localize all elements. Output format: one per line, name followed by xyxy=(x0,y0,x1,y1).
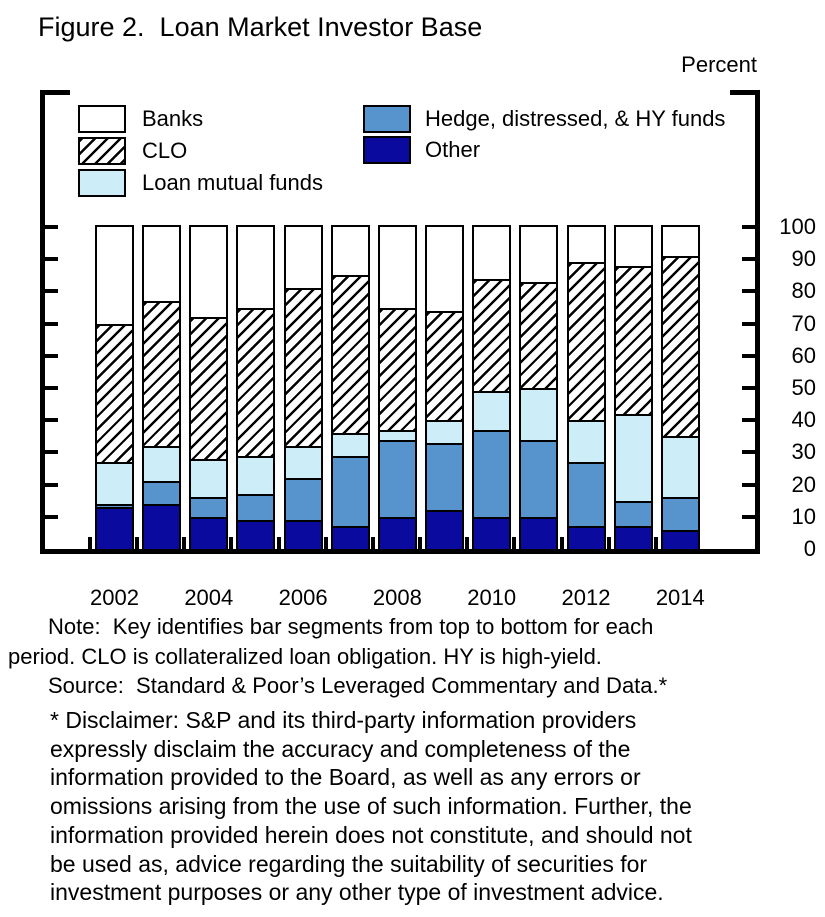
bar-segment-banks-2004 xyxy=(191,227,226,317)
y-axis-label-60: 60 xyxy=(791,342,816,368)
legend-swatch-banks xyxy=(78,105,126,133)
bar-2011 xyxy=(519,225,558,551)
y-tick-right-80 xyxy=(742,289,755,293)
bar-segment-lmf-2007 xyxy=(333,433,368,456)
bar-segment-hedge-2007 xyxy=(333,456,368,527)
bar-2005 xyxy=(236,225,275,551)
bar-2013 xyxy=(614,225,653,551)
y-tick-left-10 xyxy=(45,515,58,519)
disclaimer-line: expressly disclaim the accuracy and completeness of the xyxy=(50,735,631,762)
y-tick-right-90 xyxy=(742,257,755,261)
bar-segment-clo-2007 xyxy=(333,275,368,433)
disclaimer-line: * Disclaimer: S&P and its third-party information providers xyxy=(50,707,637,733)
y-axis-label-50: 50 xyxy=(791,375,816,400)
legend-label-hedge-funds: Hedge, distressed, & HY funds xyxy=(425,106,726,131)
legend-swatch-hedge-funds xyxy=(363,105,411,133)
x-tick-2009 xyxy=(418,537,422,549)
top-right-bracket xyxy=(730,90,760,95)
x-axis-label-2010: 2010 xyxy=(467,585,517,610)
bar-segment-hedge-2009 xyxy=(427,443,462,511)
legend-swatch-loan-mutual-funds xyxy=(78,169,126,197)
y-tick-right-40 xyxy=(742,418,755,422)
legend-label-banks: Banks xyxy=(142,106,204,131)
y-axis-label-100: 100 xyxy=(779,214,816,239)
disclaimer-line: omissions arising from the use of such information. Further, the xyxy=(50,793,692,820)
bar-segment-hedge-2004 xyxy=(191,497,226,516)
bar-segment-hedge-2013 xyxy=(616,501,651,527)
y-tick-right-50 xyxy=(742,386,755,390)
y-axis-label-40: 40 xyxy=(791,407,816,433)
bar-segment-lmf-2004 xyxy=(191,459,226,498)
bar-segment-banks-2002 xyxy=(97,227,132,324)
x-tick-2013 xyxy=(607,537,611,549)
bar-2004 xyxy=(189,225,228,551)
bar-segment-lmf-2006 xyxy=(286,446,321,478)
bar-segment-clo-2009 xyxy=(427,311,462,420)
bar-segment-other-2010 xyxy=(474,517,509,549)
x-axis-label-2008: 2008 xyxy=(372,585,422,610)
bar-segment-banks-2012 xyxy=(569,227,604,262)
y-tick-left-100 xyxy=(45,225,58,229)
bar-segment-lmf-2010 xyxy=(474,391,509,430)
x-tick-2006 xyxy=(277,537,281,549)
bar-segment-clo-2008 xyxy=(380,308,415,430)
bar-segment-other-2002 xyxy=(97,507,132,549)
bar-segment-banks-2010 xyxy=(474,227,509,279)
bar-segment-clo-2010 xyxy=(474,279,509,392)
bar-segment-hedge-2014 xyxy=(663,497,698,529)
bar-2012 xyxy=(567,225,606,551)
note-line: period. CLO is collateralized loan obligation. HY is high-yield. xyxy=(8,643,602,669)
bar-segment-hedge-2008 xyxy=(380,440,415,517)
bar-segment-lmf-2009 xyxy=(427,420,462,443)
y-tick-left-90 xyxy=(45,257,58,261)
legend-swatch-clo xyxy=(78,137,126,165)
y-axis-unit-label: Percent xyxy=(681,52,757,77)
bar-segment-clo-2004 xyxy=(191,317,226,459)
bar-segment-hedge-2006 xyxy=(286,478,321,520)
bar-segment-banks-2014 xyxy=(663,227,698,256)
y-tick-right-30 xyxy=(742,450,755,454)
bar-segment-lmf-2005 xyxy=(238,456,273,495)
bar-segment-banks-2008 xyxy=(380,227,415,308)
x-tick-2007 xyxy=(324,537,328,549)
note-block xyxy=(8,612,667,701)
bar-segment-hedge-2012 xyxy=(569,462,604,526)
bar-segment-clo-2012 xyxy=(569,262,604,420)
bar-2009 xyxy=(425,225,464,551)
y-tick-left-70 xyxy=(45,322,58,326)
bar-segment-other-2013 xyxy=(616,526,651,549)
x-tick-2003 xyxy=(135,537,139,549)
legend-label-loan-mutual-funds: Loan mutual funds xyxy=(142,170,324,195)
y-tick-left-20 xyxy=(45,483,58,487)
bar-segment-lmf-2008 xyxy=(380,430,415,440)
bar-segment-lmf-2014 xyxy=(663,436,698,497)
bar-2006 xyxy=(284,225,323,551)
x-axis-label-2002: 2002 xyxy=(90,585,139,610)
bar-segment-other-2011 xyxy=(521,517,556,549)
y-tick-left-30 xyxy=(45,450,58,454)
bar-segment-clo-2013 xyxy=(616,266,651,414)
right-axis-line xyxy=(755,90,760,554)
y-tick-right-20 xyxy=(742,483,755,487)
disclaimer-line: investment purposes or any other type of investment advice. xyxy=(50,879,664,906)
bar-segment-hedge-2003 xyxy=(144,481,179,504)
x-tick-2005 xyxy=(229,537,233,549)
x-tick-2011 xyxy=(512,537,516,549)
x-tick-2012 xyxy=(560,537,564,549)
bar-segment-banks-2006 xyxy=(286,227,321,288)
disclaimer-block xyxy=(50,706,692,907)
bar-segment-clo-2005 xyxy=(238,308,273,456)
y-tick-right-60 xyxy=(742,354,755,358)
bar-segment-banks-2003 xyxy=(144,227,179,301)
y-tick-right-10 xyxy=(742,515,755,519)
bar-segment-other-2009 xyxy=(427,510,462,549)
legend-label-other: Other xyxy=(425,137,481,162)
legend-label-clo: CLO xyxy=(142,138,188,163)
legend-swatch-other xyxy=(363,136,411,164)
y-tick-left-80 xyxy=(45,289,58,293)
bar-segment-clo-2003 xyxy=(144,301,179,446)
bar-segment-hedge-2010 xyxy=(474,430,509,517)
y-axis-label-30: 30 xyxy=(791,439,816,465)
x-tick-2010 xyxy=(465,537,469,549)
y-axis-label-90: 90 xyxy=(791,246,816,272)
figure-title: Figure 2. Loan Market Investor Base xyxy=(38,12,483,42)
y-tick-right-70 xyxy=(742,322,755,326)
bar-segment-lmf-2011 xyxy=(521,388,556,440)
x-axis-label-2004: 2004 xyxy=(184,585,234,610)
disclaimer-line: be used as, advice regarding the suitability of securities for xyxy=(50,850,648,877)
bar-segment-hedge-2011 xyxy=(521,440,556,517)
x-tick-2004 xyxy=(182,537,186,549)
bar-segment-other-2014 xyxy=(663,530,698,549)
bar-segment-lmf-2013 xyxy=(616,414,651,501)
bar-segment-other-2004 xyxy=(191,517,226,549)
x-tick-2014 xyxy=(654,537,658,549)
bar-2008 xyxy=(378,225,417,551)
bar-segment-banks-2011 xyxy=(521,227,556,282)
disclaimer-line: information provided herein does not constitute, and should not xyxy=(50,821,692,848)
x-tick-2008 xyxy=(371,537,375,549)
y-tick-left-40 xyxy=(45,418,58,422)
bar-segment-lmf-2012 xyxy=(569,420,604,462)
bar-segment-banks-2009 xyxy=(427,227,462,311)
disclaimer-line: information provided to the Board, as well as any errors or xyxy=(50,764,641,791)
bar-segment-other-2003 xyxy=(144,504,179,549)
note-line: Source: Standard & Poor’s Leveraged Commentary and Data.* xyxy=(48,673,668,698)
bar-2003 xyxy=(142,225,181,551)
bar-segment-hedge-2005 xyxy=(238,494,273,520)
bar-segment-lmf-2003 xyxy=(144,446,179,481)
bar-segment-other-2007 xyxy=(333,526,368,549)
bar-2010 xyxy=(472,225,511,551)
bar-2002 xyxy=(95,225,134,551)
bar-segment-clo-2014 xyxy=(663,256,698,436)
bar-2007 xyxy=(331,225,370,551)
y-axis-label-0: 0 xyxy=(803,536,816,561)
bar-segment-clo-2002 xyxy=(97,324,132,462)
bar-2014 xyxy=(661,225,700,551)
y-axis-label-20: 20 xyxy=(791,471,816,497)
bar-segment-clo-2011 xyxy=(521,282,556,388)
bar-segment-banks-2005 xyxy=(238,227,273,308)
y-axis-label-10: 10 xyxy=(791,503,816,529)
bar-segment-other-2005 xyxy=(238,520,273,549)
y-tick-left-60 xyxy=(45,354,58,358)
bar-segment-banks-2013 xyxy=(616,227,651,266)
x-tick-2002 xyxy=(88,537,92,549)
bar-segment-other-2012 xyxy=(569,526,604,549)
bar-segment-banks-2007 xyxy=(333,227,368,275)
top-left-bracket xyxy=(40,90,70,95)
y-axis-label-70: 70 xyxy=(791,310,816,336)
x-axis-label-2014: 2014 xyxy=(655,585,705,610)
bar-segment-clo-2006 xyxy=(286,288,321,446)
bar-segment-other-2008 xyxy=(380,517,415,549)
bar-segment-other-2006 xyxy=(286,520,321,549)
note-line: Note: Key identifies bar segments from top to bottom for each xyxy=(48,614,654,639)
y-axis-label-80: 80 xyxy=(791,278,816,304)
y-tick-right-100 xyxy=(742,225,755,229)
x-axis-label-2012: 2012 xyxy=(561,585,611,610)
y-tick-left-50 xyxy=(45,386,58,390)
x-axis-label-2006: 2006 xyxy=(278,585,328,610)
bar-segment-lmf-2002 xyxy=(97,462,132,504)
